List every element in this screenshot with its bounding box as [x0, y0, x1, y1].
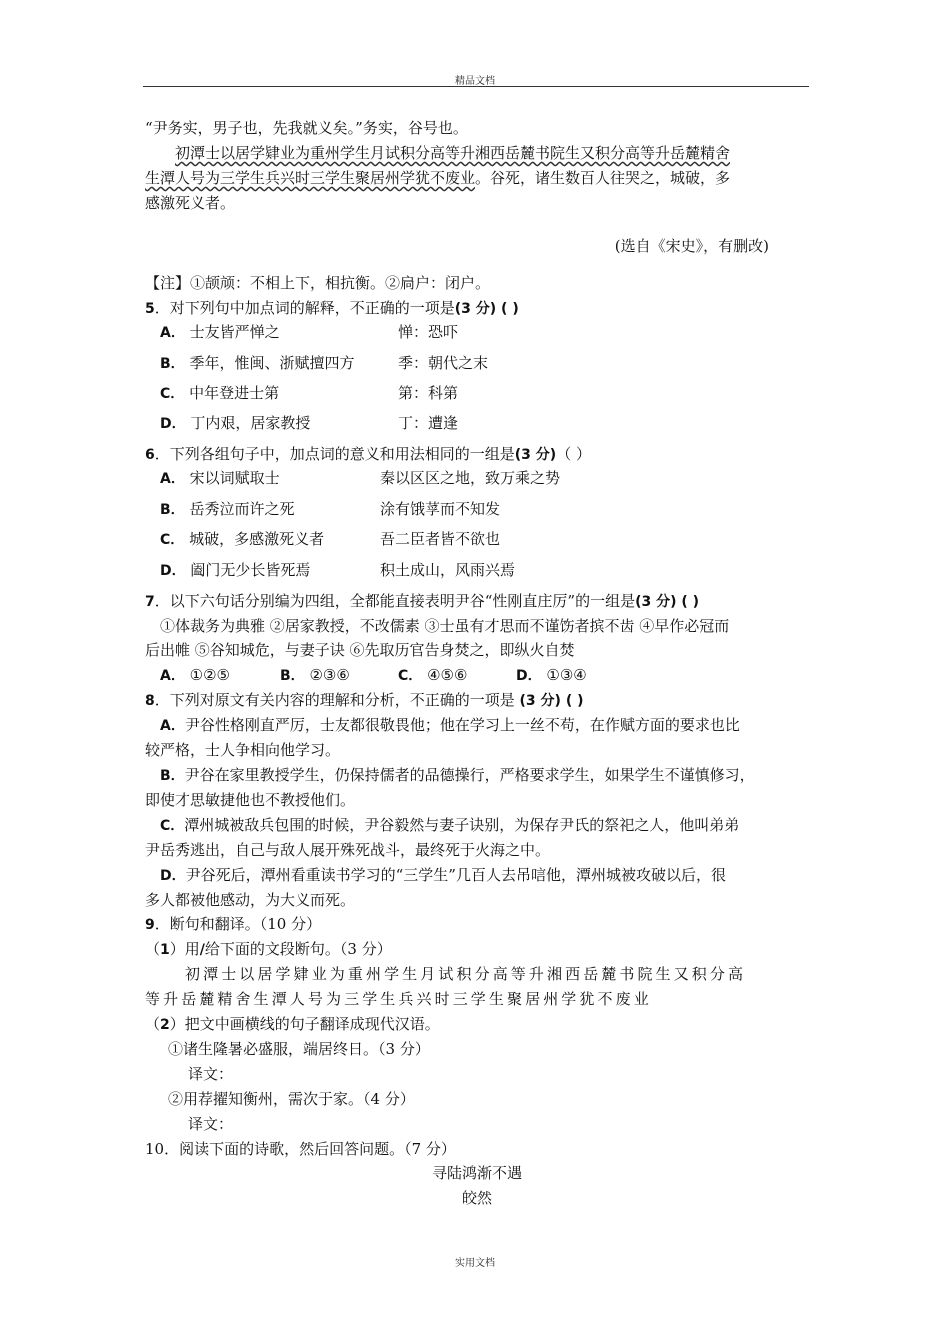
option-text: 尹谷性格刚直严厉，士友都很敬畏他；他在学习上一丝不苟，在作赋方面的要求也比: [184, 716, 740, 734]
option-letter: B．: [160, 768, 185, 784]
q7-stem-text: ．以下六句话分别编为四组，全都能直接表明尹谷“性刚直庄厉”的一组是: [154, 592, 636, 610]
q7-line-3: 后出帷 ⑤谷知城危，与妻子诀 ⑥先取历官告身焚之，即纵火自焚: [145, 641, 575, 659]
q9-part-1-text-line-1: 初潭士以居学肄业为重州学生月试积分高等升湘西岳麓书院生又积分高: [185, 965, 747, 983]
q8-option-d-line-2: 多人都被他感动，为大义而死。: [145, 891, 356, 909]
option-letter: A．: [160, 471, 185, 487]
option-letter: C．: [160, 818, 185, 834]
q9-part-2: （2）把文中画横线的句子翻译成现代汉语。: [145, 1015, 440, 1033]
q6-option-b: [160, 499, 294, 520]
q8-option-b-line-2: 即使才思敏捷他也不教授他们。: [145, 791, 356, 809]
underlined-sentence-part-2: 生潭人号为三学生兵兴时三学生聚居州学犹不废业: [145, 169, 476, 187]
q7-line-2: ①体裁务为典雅 ②居家教授，不改儒素 ③士虽有才思而不谨饬者摈不齿 ④早作必冠而: [160, 617, 730, 635]
q8-stem-text: ．下列对原文有关内容的理解和分析，不正确的一项是: [154, 691, 520, 709]
q7-option-a: [160, 665, 230, 686]
option-letter: B．: [280, 668, 305, 684]
q8-option-b-line-1: [160, 765, 824, 786]
passage-line-3: [145, 168, 809, 188]
q8-option-c-line-2: 尹岳秀逃出，自己与敌人展开殊死战斗，最终死于火海之中。: [145, 841, 551, 859]
option-letter: C．: [160, 532, 185, 548]
option-left: 岳秀泣而许之死: [189, 500, 295, 518]
q7-score: (3 分) ( ): [635, 594, 700, 610]
q9-part-1-text-line-2: 等升岳麓精舍生潭人号为三学生兵兴时三学生聚居州学犹不废业: [145, 990, 652, 1008]
q5-stem: [145, 298, 809, 319]
q8-stem: [145, 690, 809, 711]
option-letter: D．: [516, 668, 542, 684]
q9-part-2-text: ）把文中画横线的句子翻译成现代汉语。: [169, 1015, 440, 1033]
option-letter: B．: [160, 356, 185, 372]
q8-option-c-line-1: [160, 815, 824, 836]
q5-option-b: [160, 353, 354, 374]
q9-sentence-1-answer-label: 译文：: [188, 1065, 234, 1083]
option-left: 宋以词赋取士: [189, 469, 280, 487]
option-text: 中年登进士第: [189, 384, 280, 402]
q8-number: 8: [145, 693, 155, 709]
q5-stem-text: ．对下列句中加点词的解释，不正确的一项是: [154, 299, 455, 317]
q6-option-d: [160, 560, 310, 581]
q6-paren: （ ）: [556, 445, 591, 463]
option-text: 潭州城被敌兵包围的时候，尹谷毅然与妻子诀别，为保存尹氏的祭祀之人，他叫弟弟: [184, 816, 740, 834]
header-rule: [143, 86, 809, 87]
q6-option-c: [160, 529, 324, 550]
option-letter: C．: [398, 668, 423, 684]
option-letter: A．: [160, 668, 185, 684]
option-text: 尹谷死后，潭州看重读书学习的“三学生”几百人去吊唁他，潭州城被攻破以后，很: [185, 866, 726, 884]
q9-sentence-2-answer-label: 译文：: [188, 1115, 234, 1133]
option-letter: A．: [160, 325, 185, 341]
q7-option-d: [516, 665, 587, 686]
option-text: ④⑤⑥: [427, 666, 468, 684]
q9-stem-text: ．断句和翻译。（10 分）: [154, 915, 322, 933]
q5-score: (3 分) ( ): [454, 301, 519, 317]
option-letter: D．: [160, 868, 186, 884]
option-text: ①②⑤: [189, 666, 230, 684]
option-text: 季年，惟闽、浙赋擅四方: [189, 354, 355, 372]
option-letter: B．: [160, 502, 185, 518]
q6-option-c-right: 吾二臣者皆不欲也: [380, 530, 501, 548]
option-letter: A．: [160, 718, 185, 734]
q6-option-a-right: 秦以区区之地，致万乘之势: [380, 469, 561, 487]
q8-score: (3 分) ( ): [519, 693, 584, 709]
q9-stem: [145, 914, 809, 935]
passage-line-1: “尹务实，男子也，先我就义矣。”务实，谷号也。: [145, 119, 468, 137]
q5-option-d-gloss: 丁：遭逢: [398, 414, 459, 432]
q9-part-1-pre: ）用: [169, 940, 200, 958]
q9-part-1-number: 1: [160, 942, 170, 958]
q6-option-b-right: 涂有饿莩而不知发: [380, 500, 501, 518]
q9-part-1-slash: /: [199, 942, 205, 958]
q6-score: (3 分): [514, 447, 557, 463]
q8-option-a-line-2: 较严格，士人争相向他学习。: [145, 741, 341, 759]
option-letter: D．: [160, 563, 186, 579]
q10-stem: 10．阅读下面的诗歌，然后回答问题。（7 分）: [145, 1140, 456, 1158]
q9-sentence-2: ②用荐擢知衡州，需次于家。（4 分）: [168, 1090, 415, 1108]
option-text: ①③④: [546, 666, 587, 684]
poem-author: 皎然: [461, 1189, 492, 1207]
option-text: 士友皆严惮之: [189, 323, 280, 341]
note: 【注】①颉颃：不相上下，相抗衡。②扃户：闭户。: [145, 274, 491, 292]
passage-line-2: [175, 143, 839, 163]
q7-option-b: [280, 665, 350, 686]
underlined-sentence-part-1: 初潭士以居学肄业为重州学生月试积分高等升湘西岳麓书院生又积分高等升岳麓精舍: [175, 144, 731, 162]
q5-option-c: [160, 383, 279, 404]
q5-number: 5: [145, 301, 155, 317]
option-text: 丁内艰，居家教授: [190, 414, 311, 432]
q7-stem: [145, 591, 809, 612]
passage-line-4: 感激死义者。: [145, 194, 236, 212]
q5-option-a: [160, 322, 280, 343]
option-letter: D．: [160, 416, 186, 432]
page-header: 精品文档: [455, 76, 495, 87]
option-text: ②③⑥: [309, 666, 350, 684]
q9-part-1-post: 给下面的文段断句。（3 分）: [204, 940, 392, 958]
q6-option-d-right: 积土成山，风雨兴焉: [380, 561, 516, 579]
option-left: 阖门无少长皆死焉: [190, 561, 311, 579]
option-text: 尹谷在家里教授学生，仍保持儒者的品德操行，严格要求学生，如果学生不谨慎修习，: [184, 766, 755, 784]
q5-option-c-gloss: 第：科第: [398, 384, 459, 402]
passage-source: (选自《宋史》，有删改): [614, 237, 769, 255]
q9-number: 9: [145, 917, 155, 933]
page-footer: 实用文档: [455, 1258, 495, 1269]
q6-number: 6: [145, 447, 155, 463]
q7-number: 7: [145, 594, 155, 610]
q9-sentence-1: ①诸生隆暑必盛服，端居终日。（3 分）: [168, 1040, 430, 1058]
q6-option-a: [160, 468, 280, 489]
q9-part-2-number: 2: [160, 1017, 170, 1033]
poem-title: 寻陆鸿渐不遇: [431, 1164, 522, 1182]
option-letter: C．: [160, 386, 185, 402]
q6-stem-text: ．下列各组句子中，加点词的意义和用法相同的一组是: [154, 445, 515, 463]
q7-option-c: [398, 665, 467, 686]
q8-option-a-line-1: [160, 715, 824, 736]
q8-option-d-line-1: [160, 865, 824, 886]
option-left: 城破，多感激死义者: [189, 530, 325, 548]
q5-option-a-gloss: 惮：恐吓: [398, 323, 459, 341]
q5-option-d: [160, 413, 310, 434]
passage-line-3-rest: 。谷死，诸生数百人往哭之，城破，多: [475, 169, 731, 187]
q6-stem: [145, 444, 809, 465]
q9-part-1: （1）用/给下面的文段断句。（3 分）: [145, 940, 392, 958]
q5-option-b-gloss: 季：朝代之末: [398, 354, 489, 372]
